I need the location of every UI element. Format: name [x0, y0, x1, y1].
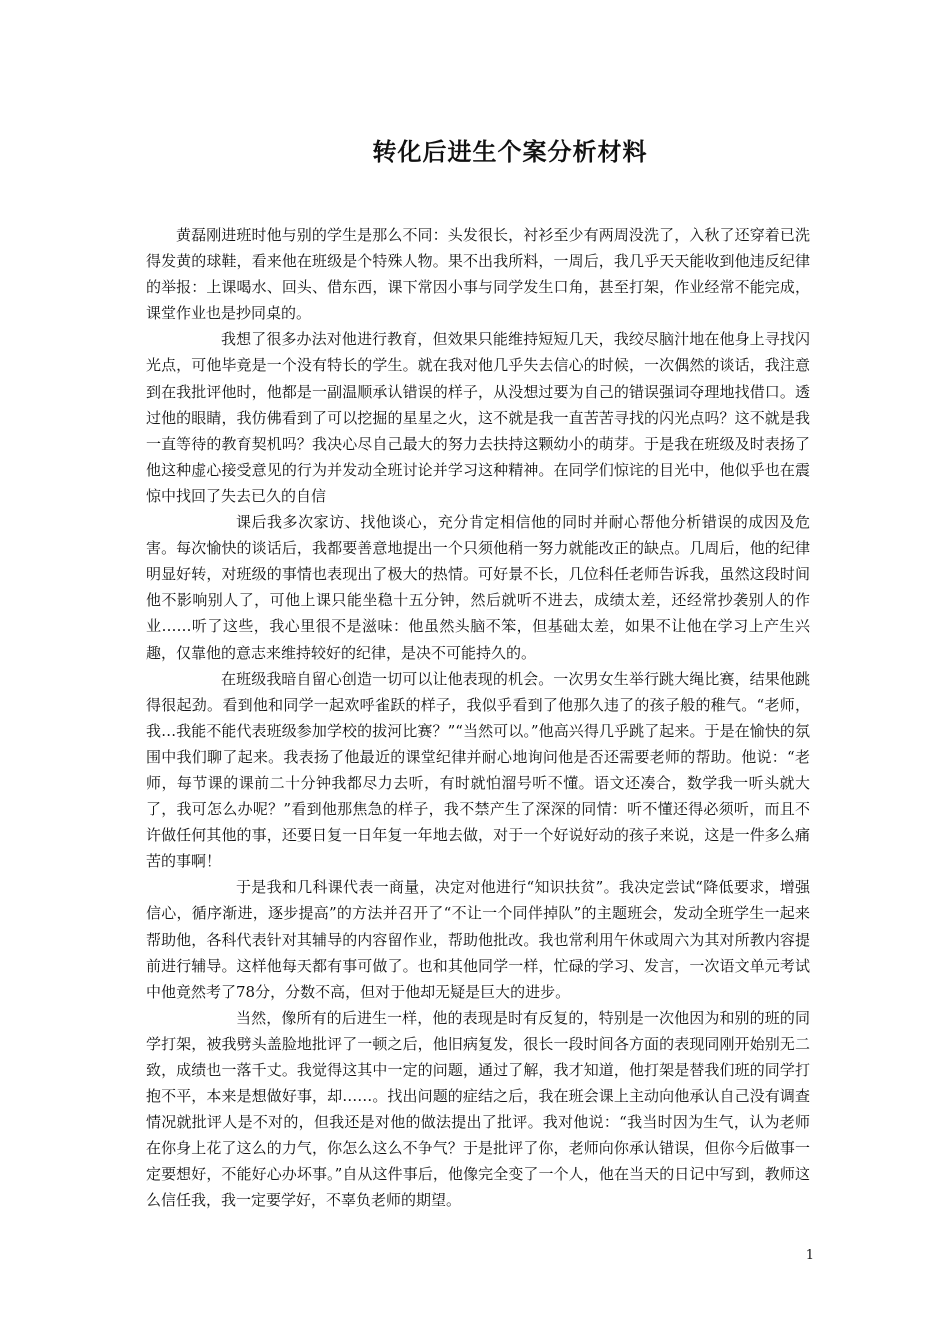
paragraph-5: 于是我和几科课代表一商量，决定对他进行“知识扶贫”。我决定尝试“降低要求，增强信心，循序渐进，逐步提高”的方法并召开了“不让一个同伴掉队”的主题班会，发动全班学生一起来帮助他，各科代表针对其辅导的内容留作业，帮助他批改。我也常利用午休或周六为其对所教内容提前进行辅导。这样他每天都有事可做了。也和其他同学一样，忙碌的学习、发言，一次语文单元考试中他竟然考了78分，分数不高，但对于他却无疑是巨大的进步。: [146, 878, 810, 1001]
paragraph-2: 我想了很多办法对他进行教育，但效果只能维持短短几天，我绞尽脑汁地在他身上寻找闪光点，可他毕竟是一个没有特长的学生。就在我对他几乎失去信心的时候，一次偶然的谈话，我注意到在我批评他时，他都是一副温顺承认错误的样子，从没想过要为自己的错误强词夺理地找借口。透过他的眼睛，我仿佛看到了可以挖掘的星星之火，这不就是我一直苦苦寻找的闪光点吗？这不就是我一直等待的教育契机吗？我决心尽自己最大的努力去扶持这颗幼小的萌芽。于是我在班级及时表扬了他这种虚心接受意见的行为并发动全班讨论并学习这种精神。在同学们惊诧的目光中，他似乎也在震惊中找回了失去已久的自信: [146, 330, 810, 505]
paragraph-4: 在班级我暗自留心创造一切可以让他表现的机会。一次男女生举行跳大绳比赛，结果他跳得很起劲。看到他和同学一起欢呼雀跃的样子，我似乎看到了他那久违了的孩子般的稚气。“老师，我…我能不能代表班级参加学校的拔河比赛？”“当然可以。”他高兴得几乎跳了起来。于是在愉快的氛围中我们聊了起来。我表扬了他最近的课堂纪律并耐心地询问他是否还需要老师的帮助。他说：“老师，每节课的课前二十分钟我都尽力去听，有时就怕溜号听不懂。语文还凑合，数学我一听头就大了，我可怎么办呢？”看到他那焦急的样子，我不禁产生了深深的同情：听不懂还得必须听，而且不许做任何其他的事，还要日复一日年复一年地去做，对于一个好说好动的孩子来说，这是一件多么痛苦的事啊！: [146, 669, 810, 871]
document-title: 转化后进生个案分析材料: [372, 138, 648, 166]
paragraph-6: 当然，像所有的后进生一样，他的表现是时有反复的，特别是一次他因为和别的班的同学打架，被我劈头盖脸地批评了一顿之后，他旧病复发，很长一段时间各方面的表现同刚开始别无二致，成绩也一落千丈。我觉得这其中一定的问题，通过了解，我才知道，他打架是替我们班的同学打抱不平，本来是想做好事，却……。找出问题的症结之后，我在班会课上主动向他承认自己没有调查情况就批评人是不对的，但我还是对他的做法提出了批评。我对他说：“我当时因为生气，认为老师在你身上花了这么的力气，你怎么这么不争气？于是批评了你，老师向你承认错误，但你今后做事一定要想好，不能好心办坏事。”自从这件事后，他像完全变了一个人，他在当天的日记中写到，教师这么信任我，我一定要学好，不辜负老师的期望。: [146, 1008, 810, 1210]
document-body: [146, 222, 810, 1214]
page-number: 1: [805, 1248, 814, 1263]
paragraph-3: 课后我多次家访、找他谈心，充分肯定相信他的同时并耐心帮他分析错误的成因及危害。每次愉快的谈话后，我都要善意地提出一个只须他稍一努力就能改正的缺点。几周后，他的纪律明显好转，对班级的事情也表现出了极大的热情。可好景不长，几位科任老师告诉我，虽然这段时间他不影响别人了，可他上课只能坐稳十五分钟，然后就听不进去，成绩太差，还经常抄袭别人的作业……听了这些，我心里很不是滋味：他虽然头脑不笨，但基础太差，如果不让他在学习上产生兴趣，仅靠他的意志来维持较好的纪律，是决不可能持久的。: [146, 513, 810, 662]
paragraph-1: 黄磊刚进班时他与别的学生是那么不同：头发很长，衬衫至少有两周没洗了，入秋了还穿着已洗得发黄的球鞋，看来他在班级是个特殊人物。果不出我所料，一周后，我几乎天天能收到他违反纪律的举报：上课喝水、回头、借东西，课下常因小事与同学发生口角，甚至打架，作业经常不能完成，课堂作业也是抄同桌的。: [146, 226, 810, 323]
